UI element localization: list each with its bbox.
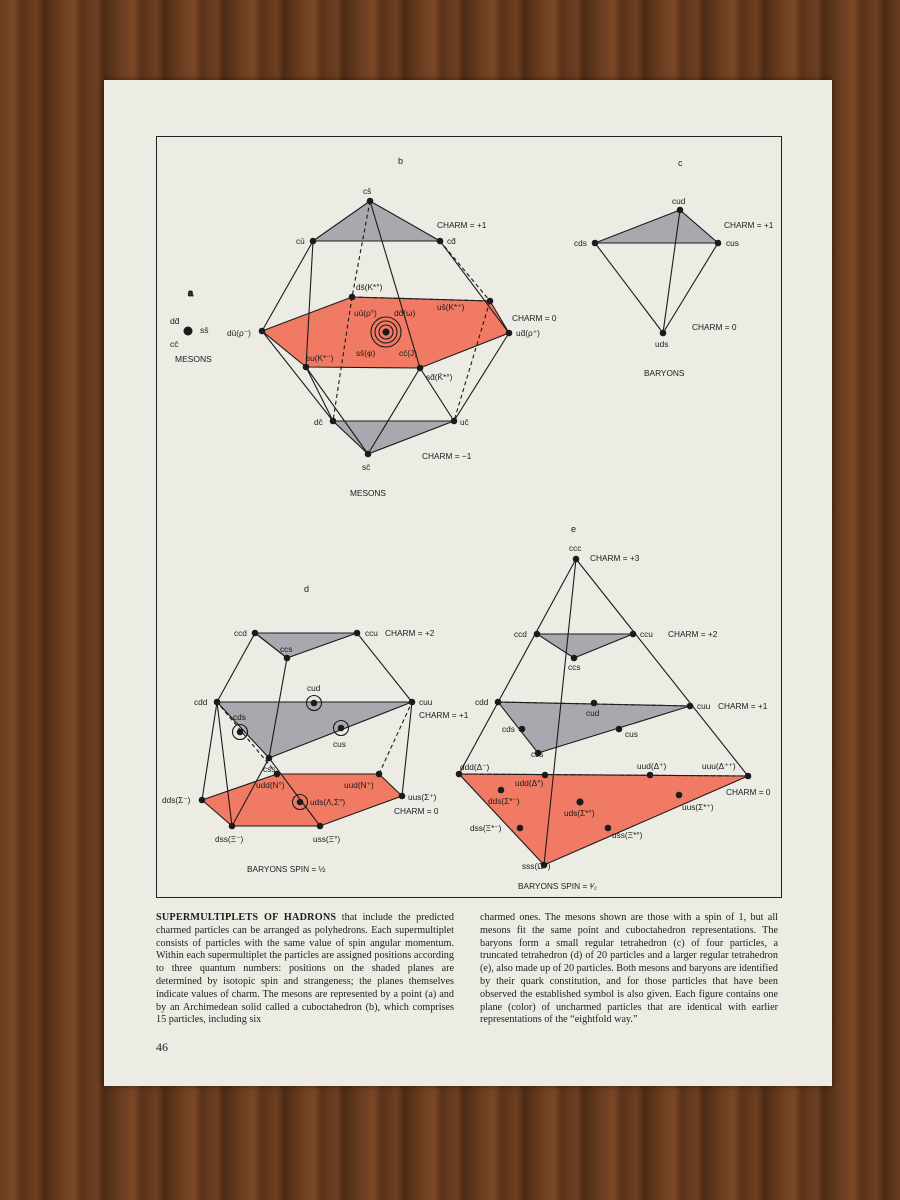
e-label-ccd: ccd: [514, 629, 527, 639]
e-charm-plus2: CHARM = +2: [668, 629, 718, 639]
b-label-ss: ss̄(φ): [356, 348, 376, 358]
d-label-uds: uds(Λ,Σ°): [310, 797, 346, 807]
d-charm-zero: CHARM = 0: [394, 806, 439, 816]
e-label-cud: cud: [586, 708, 600, 718]
e-charm-plus1: CHARM = +1: [718, 701, 768, 711]
e-label-cus: cus: [625, 729, 638, 739]
caption-lead: SUPERMULTIPLETS OF HADRONS: [156, 912, 337, 923]
d-label-css: css: [263, 764, 276, 774]
e-charm-zero: CHARM = 0: [726, 787, 771, 797]
e-label-uds: uds(Σ*°): [564, 808, 595, 818]
e-label-ccc: ccc: [569, 543, 582, 553]
e-label-dds: dds(Σ*⁻): [488, 796, 520, 806]
c-charm-plus1-plane: [595, 210, 718, 243]
e-label-css: css: [531, 749, 544, 759]
c-charm-zero: CHARM = 0: [692, 322, 737, 332]
d-label-uss: uss(Ξ°): [313, 834, 341, 844]
d-label-dss: dss(Ξ⁻): [215, 834, 244, 844]
e-label-cuu: cuu: [697, 701, 711, 711]
panel-letter-d: d: [304, 584, 310, 594]
charm-minus1-plane: [333, 421, 454, 454]
panel-letter-a: a: [188, 288, 194, 298]
c-charm-plus1: CHARM = +1: [724, 220, 774, 230]
d-label-ccd: ccd: [234, 628, 247, 638]
b-label-du: dū(ρ⁻): [227, 328, 251, 338]
b-charm-zero: CHARM = 0: [512, 313, 557, 323]
b-label-cc: cc̄(J): [399, 348, 417, 358]
page-number: 46: [156, 1040, 168, 1054]
b-label-dd: dd̄(ω): [394, 308, 416, 318]
e-label-sss: sss(Ω⁻): [522, 861, 551, 871]
caption-col1-text: that include the predicted charmed particles can be arranged as polyhedrons. Each supermultiplet consists of particles with the same value of spin angular momentum. Within each supermultiplet the particles are assigned positions according to three quantum numbers: positions on the shaded planes are determined by isotopic spin and strangeness; the planes themselves indicate values of charm. The mesons are represented by a point (a) and by an Archimedean solid called a cuboctahedron (b), which comprises 15 particles, including six: [156, 912, 454, 1026]
e-label-udd: udd(Δ°): [515, 778, 544, 788]
d-label-uus: uus(Σ⁺): [408, 792, 437, 802]
caption-column-2: [480, 912, 778, 1027]
d-label-cuu: cuu: [419, 697, 433, 707]
d-label-uud: uud(N⁺): [344, 780, 374, 790]
b-charm-minus1: CHARM = −1: [422, 451, 472, 461]
d-label-dds: dds(Σ⁻): [162, 795, 191, 805]
e-label-uus: uus(Σ*⁺): [682, 802, 714, 812]
panel-letter-b: b: [398, 156, 404, 166]
b-label-cd: cd̄: [447, 236, 456, 246]
meson-point-label-right: ss̄: [200, 325, 209, 335]
b-label-sd: sd̄(K̄*°): [426, 372, 453, 382]
e-label-uud: uud(Δ⁺): [637, 761, 667, 771]
panel-letter-e: e: [571, 524, 577, 534]
e-label-ddd: ddd(Δ⁻): [460, 762, 490, 772]
d-label-cds: cds: [233, 712, 246, 722]
c-label-cds: cds: [574, 238, 587, 248]
panel-b-caption: MESONS: [350, 488, 386, 498]
b-label-sc: sc̄: [362, 462, 371, 472]
e-label-ccs: ccs: [568, 662, 581, 672]
d-label-udd: udd(N°): [256, 780, 285, 790]
caption-col2-text: charmed ones. The mesons shown are those with a spin of 1, but all mesons fit the same point and cuboctahedron representations. The baryons form a small regular tetrahedron (c) of four particles, a truncated tetrahedron (d) of 20 particles and a larger regular tetrahedron (e), also made up of 20 particles. Both mesons and baryons are identified by their quark constitution, and for those particles that have been observed the established symbol is also given. Each figure contains one plane (color) of uncharmed particles that are identical with earlier representations of the “eightfold way.”: [480, 912, 778, 1026]
b-label-cs: cs̄: [363, 186, 372, 196]
d-label-ccs: ccs: [280, 644, 293, 654]
e-label-ccu: ccu: [640, 629, 653, 639]
e-label-dss: dss(Ξ*⁻): [470, 823, 502, 833]
panel-d-caption: BARYONS SPIN = ½: [247, 864, 326, 874]
d-label-cud: cud: [307, 683, 321, 693]
c-label-uds: uds: [655, 339, 669, 349]
panel-c-caption: BARYONS: [644, 368, 685, 378]
d-charm-plus2: CHARM = +2: [385, 628, 435, 638]
e-label-uss: uss(Ξ*°): [612, 830, 643, 840]
d-label-cus: cus: [333, 739, 346, 749]
meson-point-label-top: dd̄: [170, 316, 180, 326]
b-charm-plus1: CHARM = +1: [437, 220, 487, 230]
b-label-us: us̄(K*⁺): [437, 302, 465, 312]
e-label-uuu: uuu(Δ⁺⁺): [702, 761, 736, 771]
d-label-ccu: ccu: [365, 628, 378, 638]
caption-column-1: [156, 912, 454, 1027]
meson-point-label-bottom: cc̄: [170, 339, 179, 349]
b-label-su: su(K*⁻): [306, 353, 334, 363]
b-label-uu: uū(ρ°): [354, 308, 377, 318]
d-charm-plus1: CHARM = +1: [419, 710, 469, 720]
b-label-cu: cū: [296, 236, 305, 246]
c-label-cud: cud: [672, 196, 686, 206]
panel-letter-c: c: [678, 158, 683, 168]
panel-a-caption: MESONS: [175, 354, 212, 364]
e-charm-plus3: CHARM = +3: [590, 553, 640, 563]
b-label-ud: ud̄(ρ⁺): [516, 328, 540, 338]
e-label-cds: cds: [502, 724, 515, 734]
c-label-cus: cus: [726, 238, 739, 248]
b-label-dc: dc̄: [314, 417, 323, 427]
b-label-uc: uc̄: [460, 417, 469, 427]
magazine-page: [104, 80, 832, 1086]
e-label-cdd: cdd: [475, 697, 489, 707]
panel-e-caption: BARYONS SPIN = ³⁄₂: [518, 881, 597, 891]
e-charm-plus2-plane: [537, 634, 633, 658]
d-label-cdd: cdd: [194, 697, 208, 707]
b-label-ds: ds̄(K*°): [356, 282, 383, 292]
meson-point: [184, 327, 193, 336]
